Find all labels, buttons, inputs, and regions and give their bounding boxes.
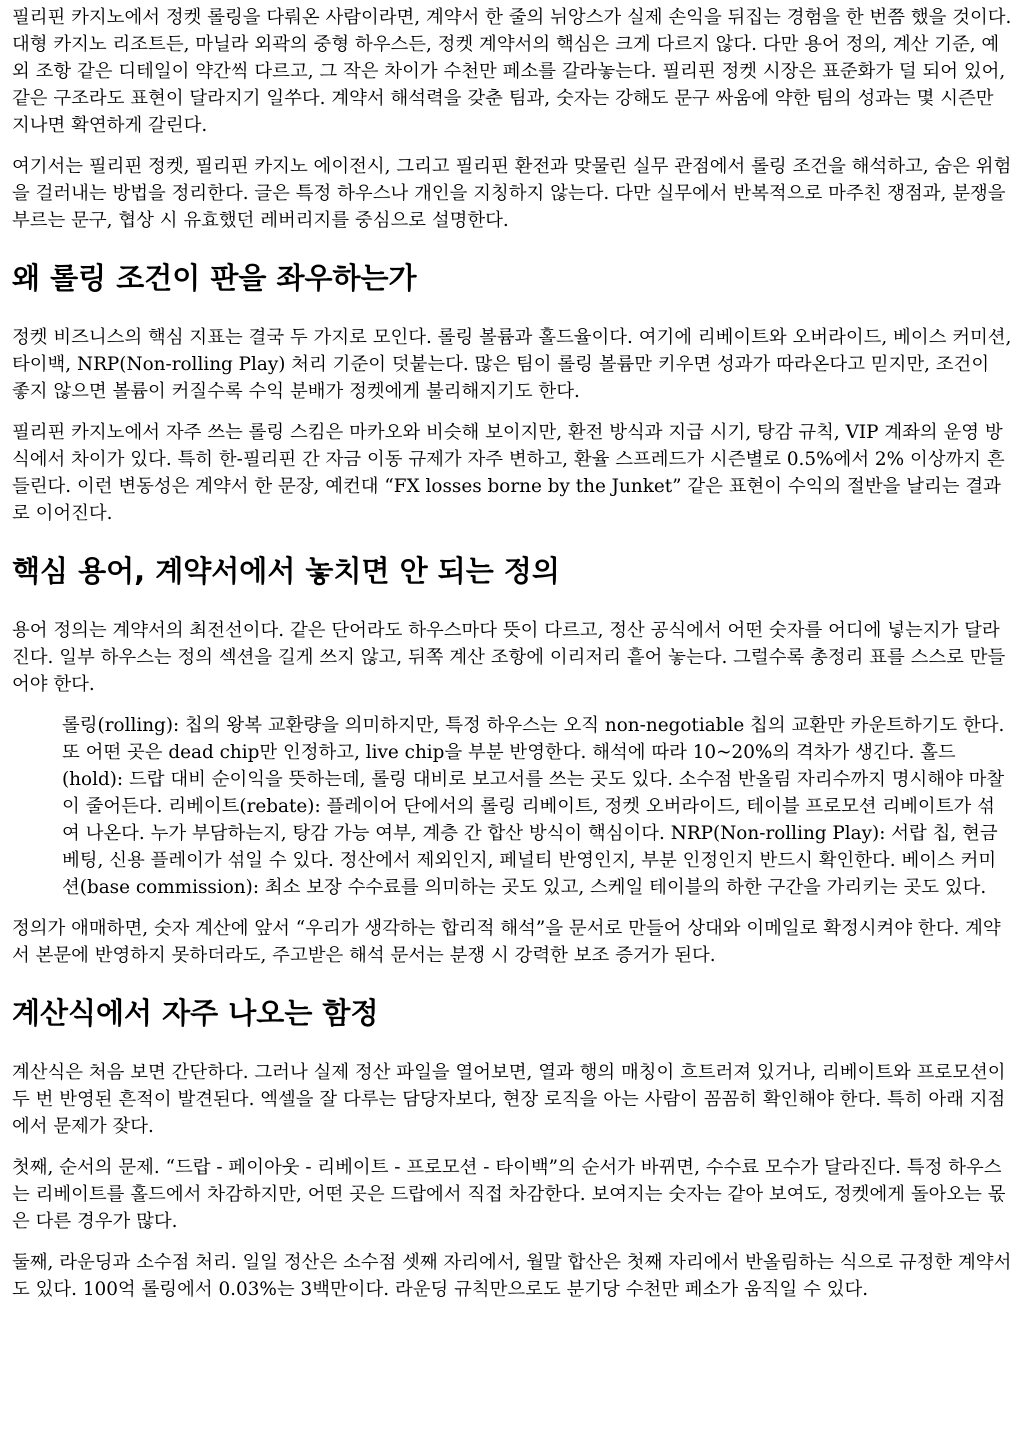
section2-paragraph-2: 정의가 애매하면, 숫자 계산에 앞서 “우리가 생각하는 합리적 해석”을 문서로 만들어 상대와 이메일로 확정시켜야 한다. 계약서 본문에 반영하지 못하더라도, 주고받은 해석 문서는 분쟁 시 강력한 보조 증거가 된다. (12, 918, 1001, 966)
section3-paragraph-2: 첫째, 순서의 문제. “드랍 - 페이아웃 - 리베이트 - 프로모션 - 타이백”의 순서가 바뀌면, 수수료 모수가 달라진다. 특정 하우스는 리베이트를 홀드에서 차감하지만, 어떤 곳은 드랍에서 직접 차감한다. 보여지는 숫자는 같아 보여도, 정켓에게 돌아오는 몫은 다른 경우가 많다. (12, 1157, 1006, 1232)
section1-paragraph-1: 정켓 비즈니스의 핵심 지표는 결국 두 가지로 모인다. 롤링 볼륨과 홀드율이다. 여기에 리베이트와 오버라이드, 베이스 커미션, 타이백, NRP(Non-rolling Play) 처리 기준이 덧붙는다. 많은 팀이 롤링 볼륨만 키우면 성과가 따라온다고 믿지만, 조건이 좋지 않으면 볼륨이 커질수록 수익 분배가 정켓에게 불리해지기도 한다. (12, 327, 1012, 402)
intro-paragraph-2: 여기서는 필리핀 정켓, 필리핀 카지노 에이전시, 그리고 필리핀 환전과 맞물린 실무 관점에서 롤링 조건을 해석하고, 숨은 위험을 걸러내는 방법을 정리한다. 글은 특정 하우스나 개인을 지칭하지 않는다. 다만 실무에서 반복적으로 마주친 쟁점과, 분쟁을 부르는 문구, 협상 시 유효했던 레버리지를 중심으로 설명한다. (12, 156, 1012, 231)
section-heading-calculation-traps: 계산식에서 자주 나오는 함정 (12, 996, 379, 1030)
terms-definition-block (62, 712, 1012, 901)
section1-paragraph-2: 필리핀 카지노에서 자주 쓰는 롤링 스킴은 마카오와 비슷해 보이지만, 환전 방식과 지급 시기, 탕감 규칙, VIP 계좌의 운영 방식에서 차이가 있다. 특히 한-필리핀 간 자금 이동 규제가 자주 변하고, 환율 스프레드가 시즌별로 0.5%에서 2% 이상까지 흔들린다. 이런 변동성은 계약서 한 문장, 예컨대 “FX losses borne by the Junket” 같은 표현이 수익의 절반을 날리는 결과로 이어진다. (12, 422, 1005, 524)
terms-definition-text: 롤링(rolling): 칩의 왕복 교환량을 의미하지만, 특정 하우스는 오직 non-negotiable 칩의 교환만 카운트하기도 한다. 또 어떤 곳은 dead chip만 인정하고, live chip을 부분 반영한다. 해석에 따라 10~20%의 격차가 생긴다. 홀드(hold): 드랍 대비 순이익을 뜻하는데, 롤링 대비로 보고서를 쓰는 곳도 있다. 소수점 반올림 자리수까지 명시해야 마찰이 줄어든다. 리베이트(rebate): 플레이어 단에서의 롤링 리베이트, 정켓 오버라이드, 테이블 프로모션 리베이트가 섞여 나온다. 누가 부담하는지, 탕감 가능 여부, 계층 간 합산 방식이 핵심이다. NRP(Non-rolling Play): 서랍 칩, 현금 베팅, 신용 플레이가 섞일 수 있다. 정산에서 제외인지, 페널티 반영인지, 부분 인정인지 반드시 확인한다. 베이스 커미션(base commission): 최소 보장 수수료를 의미하는 곳도 있고, 스케일 테이블의 하한 구간을 가리키는 곳도 있다. (62, 715, 1005, 898)
section-heading-why-rolling: 왜 롤링 조건이 판을 좌우하는가 (12, 261, 417, 295)
intro-paragraph-1: 필리핀 카지노에서 정켓 롤링을 다뤄온 사람이라면, 계약서 한 줄의 뉘앙스가 실제 손익을 뒤집는 경험을 한 번쯤 했을 것이다. 대형 카지노 리조트든, 마닐라 외곽의 중형 하우스든, 정켓 계약서의 핵심은 크게 다르지 않다. 다만 용어 정의, 계산 기준, 예외 조항 같은 디테일이 약간씩 다르고, 그 작은 차이가 수천만 페소를 갈라놓는다. 필리핀 정켓 시장은 표준화가 덜 되어 있어, 같은 구조라도 표현이 달라지기 일쑤다. 계약서 해석력을 갖춘 팀과, 숫자는 강해도 문구 싸움에 약한 팀의 성과는 몇 시즌만 지나면 확연하게 갈린다. (12, 7, 1012, 136)
section2-paragraph-1: 용어 정의는 계약서의 최전선이다. 같은 단어라도 하우스마다 뜻이 다르고, 정산 공식에서 어떤 숫자를 어디에 넣는지가 달라진다. 일부 하우스는 정의 섹션을 길게 쓰지 않고, 뒤쪽 계산 조항에 이리저리 흩어 놓는다. 그럴수록 총정리 표를 스스로 만들어야 한다. (12, 620, 1006, 695)
section3-paragraph-1: 계산식은 처음 보면 간단하다. 그러나 실제 정산 파일을 열어보면, 열과 행의 매칭이 흐트러져 있거나, 리베이트와 프로모션이 두 번 반영된 흔적이 발견된다. 엑셀을 잘 다루는 담당자보다, 현장 로직을 아는 사람이 꼼꼼히 확인해야 한다. 특히 아래 지점에서 문제가 잦다. (12, 1062, 1006, 1137)
section3-paragraph-3: 둘째, 라운딩과 소수점 처리. 일일 정산은 소수점 셋째 자리에서, 월말 합산은 첫째 자리에서 반올림하는 식으로 규정한 계약서도 있다. 100억 롤링에서 0.03%는 3백만이다. 라운딩 규칙만으로도 분기당 수천만 페소가 움직일 수 있다. (12, 1252, 1012, 1300)
section-heading-key-terms: 핵심 용어, 계약서에서 놓치면 안 되는 정의 (12, 554, 560, 588)
